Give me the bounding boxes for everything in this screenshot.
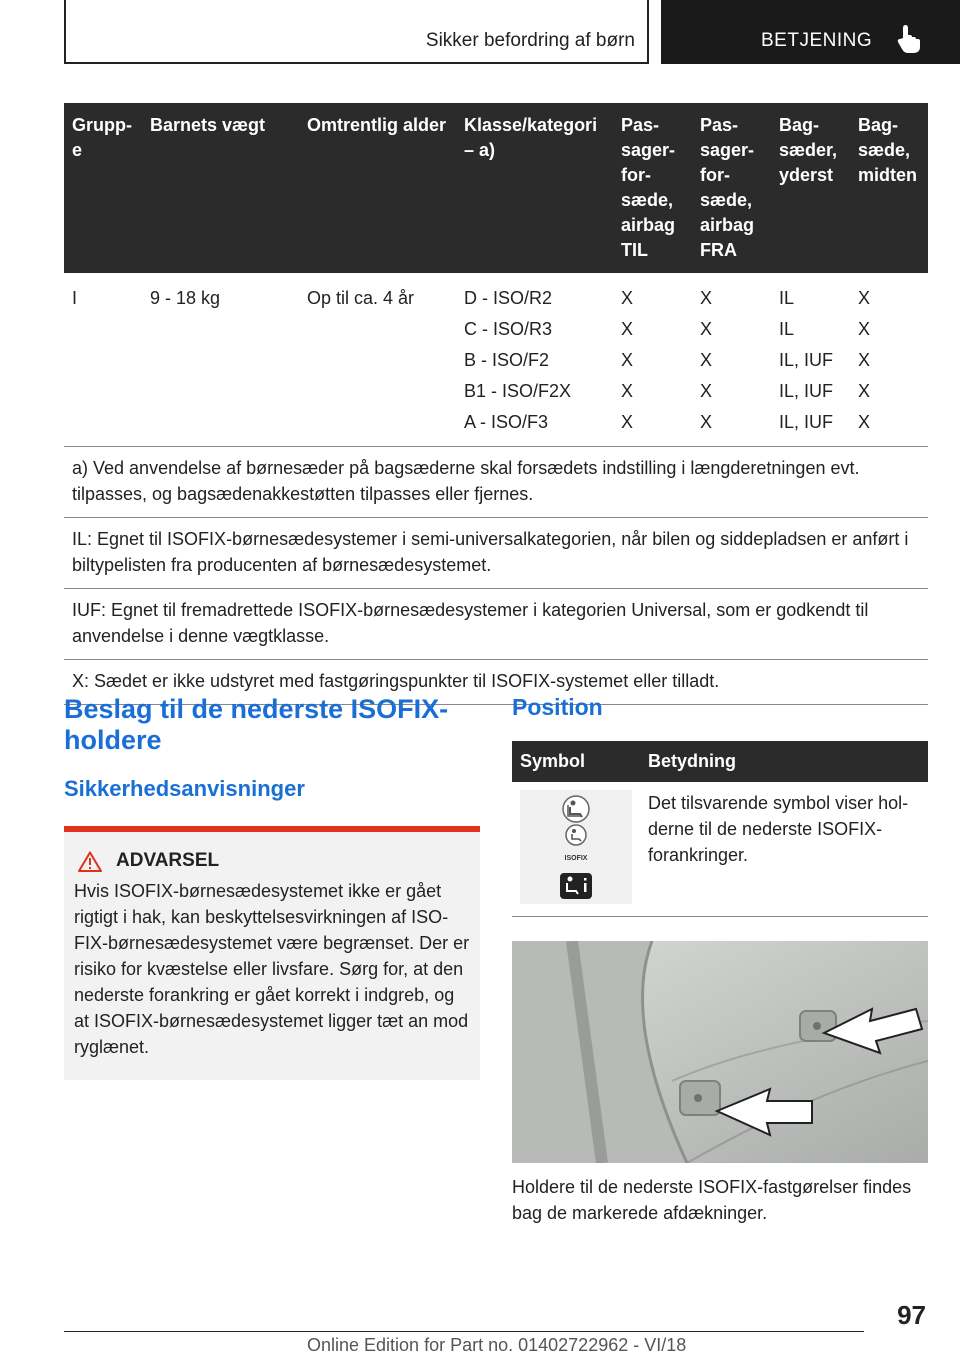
warning-label: ADVARSEL <box>116 850 220 871</box>
warning-triangle-icon <box>78 851 102 872</box>
cell-airbag-on: X <box>621 412 634 432</box>
cell-class: A - ISO/F3 <box>464 412 549 432</box>
isofix-label: ISOFIX <box>564 855 588 862</box>
child-seat-icon <box>561 794 591 824</box>
cell-class: C - ISO/R3 <box>464 319 553 339</box>
cell-airbag-on: X <box>621 319 634 339</box>
cell-rear-middle: X <box>858 288 871 308</box>
table-row <box>512 782 928 917</box>
header-symbol: Symbol <box>512 741 640 782</box>
header-airbag-on: Passagerforsæde, airbag TIL <box>613 103 692 273</box>
cell-class: B - ISO/F2 <box>464 350 550 370</box>
subsection-title: Sikkerhedsanvisninger <box>64 776 305 801</box>
header-section-title: Sikker befordring af børn <box>425 30 635 51</box>
cell-airbag-off: X <box>700 381 713 401</box>
cell-rear-outer: IL, IUF <box>779 381 834 401</box>
header-chapter-title: BETJENING <box>761 30 873 51</box>
symbol-table-header <box>512 741 928 782</box>
cell-class: B1 - ISO/F2X <box>464 381 572 401</box>
cell-airbag-off: X <box>700 412 713 432</box>
cell-airbag-on: X <box>621 288 634 308</box>
table-row <box>64 273 928 447</box>
cell-airbag-off: X <box>700 319 713 339</box>
table-note-row <box>64 447 928 518</box>
rear-seat-illustration <box>512 941 928 1163</box>
cell-airbag-on-list <box>613 273 692 447</box>
header-weight: Barnets vægt <box>142 103 299 273</box>
cell-rear-outer: IL, IUF <box>779 350 834 370</box>
header-class: Klasse/kategori – a) <box>456 103 613 273</box>
isofix-table <box>64 103 928 705</box>
isofix-photo <box>512 941 928 1163</box>
hand-pointer-icon <box>897 24 923 54</box>
position-title: Position <box>512 694 603 720</box>
isofix-icon <box>564 824 588 846</box>
header-rear-middle: Bagsæde, midten <box>850 103 928 273</box>
header-airbag-off: Passagerforsæde, airbag FRA <box>692 103 771 273</box>
cell-rear-middle: X <box>858 350 871 370</box>
cell-rear-middle: X <box>858 381 871 401</box>
cell-airbag-off: X <box>700 350 713 370</box>
cell-rear-outer: IL <box>779 288 795 308</box>
footer-divider <box>64 1331 864 1332</box>
cell-weight: 9 - 18 kg <box>150 288 221 308</box>
warning-box <box>64 826 480 1080</box>
left-column <box>64 694 480 1080</box>
header-meaning: Betydning <box>640 741 928 782</box>
table-note-row <box>64 589 928 660</box>
cell-rear-middle-list <box>850 273 928 447</box>
symbol-icons <box>520 790 632 904</box>
warning-header <box>74 850 470 872</box>
warning-text: Hvis ISOFIX-børnesædesystemet ikke er gået rigtigt i hak, kan beskyttelsesvirkningen af ISOFIX-børnesædesystemet være begrænset. Der er risiko for kvæstelse eller livsfare. Sørg for, at den nederste forankring er gået korrekt i indgreb, og at ISOFIX-børnesædesystemet ligger tæt an mod ryglænet. <box>74 881 470 1057</box>
section-title: Beslag til de nederste ISOFIX-holdere <box>64 694 449 755</box>
meaning-cell: Det tilsvarende symbol viser holderne til de nederste ISOFIX-forankringer. <box>640 782 928 917</box>
cell-rear-middle: X <box>858 319 871 339</box>
cell-group: I <box>72 288 78 308</box>
child-seat-info-icon <box>559 872 593 900</box>
header-age: Omtrentlig alder <box>299 103 456 273</box>
cell-rear-middle: X <box>858 412 871 432</box>
table-note: IUF: Egnet til fremadrettede ISOFIX-børnesædesystemer i kategorien Universal, som er godkendt til anvendelse i denne vægtklasse. <box>64 589 928 660</box>
photo-caption: Holdere til de nederste ISOFIX-fastgørelser findes bag de markerede afdækninger. <box>512 1177 912 1223</box>
footer-edition: Online Edition for Part no. 01402722962 - VI/18 <box>307 1335 687 1355</box>
cell-airbag-on: X <box>621 381 634 401</box>
table-header-row <box>64 103 928 273</box>
table-note-row <box>64 518 928 589</box>
right-column <box>512 694 928 917</box>
cell-age: Op til ca. 4 år <box>307 288 415 308</box>
header-chapter-box <box>661 0 960 64</box>
page-number: 97 <box>897 1300 926 1330</box>
header-section-box <box>64 0 649 64</box>
table-note: a) Ved anvendelse af børnesæder på bagsæderne skal forsædets indstilling i længderetningen evt. tilpasses, og bagsædenakkestøtten tilpasses eller fjernes. <box>64 447 928 518</box>
cell-rear-outer: IL <box>779 319 795 339</box>
header-group: Gruppe <box>64 103 142 273</box>
cell-airbag-off-list <box>692 273 771 447</box>
cell-airbag-on: X <box>621 350 634 370</box>
cell-rear-outer-list <box>771 273 850 447</box>
symbol-cell <box>512 782 640 917</box>
cell-class-list <box>456 273 613 447</box>
table-note: IL: Egnet til ISOFIX-børnesædesystemer i semi-universalkategorien, når bilen og siddepladsen er anført i biltypelisten fra producenten af børnesædesystemet. <box>64 518 928 589</box>
header-rear-outer: Bagsæder, yderst <box>771 103 850 273</box>
cell-class: D - ISO/R2 <box>464 288 553 308</box>
table-note: X: Sædet er ikke udstyret med fastgøringspunkter til ISOFIX-systemet eller tilladt. <box>64 660 928 705</box>
cell-rear-outer: IL, IUF <box>779 412 834 432</box>
symbol-table <box>512 741 928 917</box>
cell-airbag-off: X <box>700 288 713 308</box>
